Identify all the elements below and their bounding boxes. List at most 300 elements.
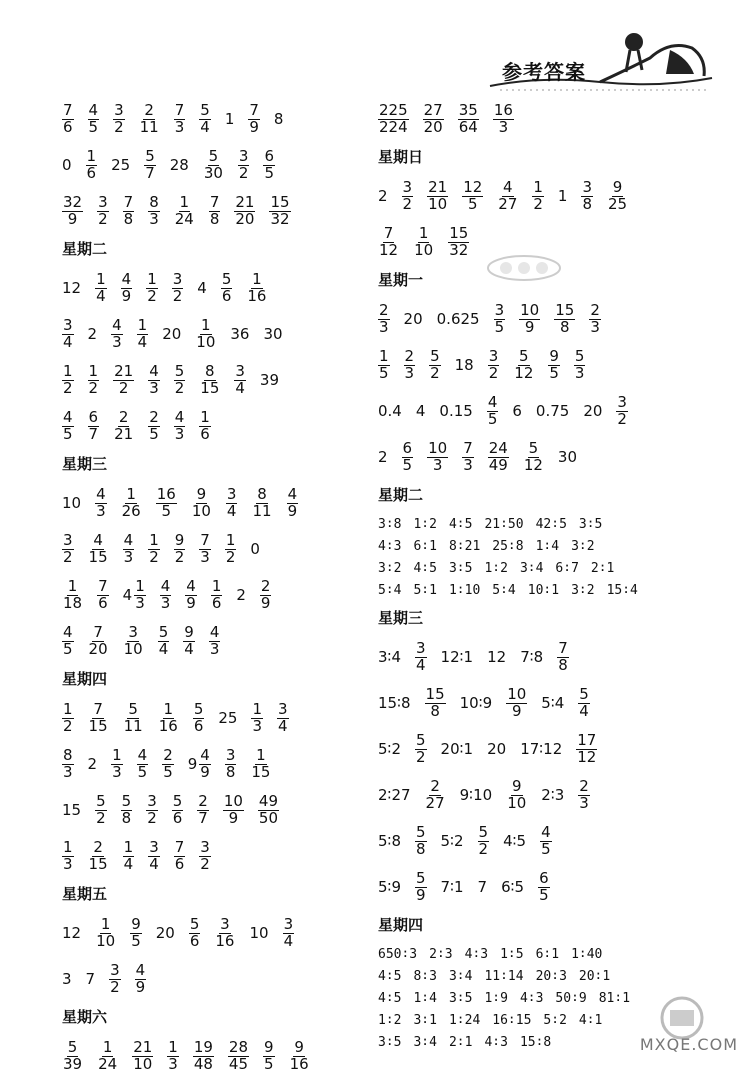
fraction xyxy=(62,745,74,781)
answer-value: 5∶2 xyxy=(378,740,401,758)
denominator: 4 xyxy=(200,117,210,136)
denominator: 3 xyxy=(112,762,122,781)
answer-value: 6∶1 xyxy=(413,538,437,554)
denominator: 10 xyxy=(96,931,116,950)
fraction xyxy=(121,484,142,520)
fraction xyxy=(538,868,550,904)
fraction xyxy=(581,177,593,213)
fraction xyxy=(123,530,135,566)
fraction xyxy=(258,791,279,827)
fraction xyxy=(506,684,527,720)
answer-value: 2 xyxy=(378,448,388,466)
numerator: 7 xyxy=(174,837,185,856)
answer-value: 5∶4 xyxy=(378,582,402,598)
numerator: 3 xyxy=(494,300,505,319)
fraction xyxy=(62,622,74,658)
answer-row xyxy=(378,581,708,599)
fraction xyxy=(462,177,483,213)
denominator: 3 xyxy=(498,117,509,136)
numerator: 9 xyxy=(549,346,559,365)
fraction xyxy=(111,745,123,781)
denominator: 9 xyxy=(67,209,78,228)
denominator: 24 xyxy=(174,209,194,228)
denominator: 18 xyxy=(63,593,83,612)
fraction xyxy=(578,776,590,812)
answer-value: 4∶3 xyxy=(378,538,402,554)
denominator: 7 xyxy=(198,808,208,827)
fraction xyxy=(607,177,628,213)
answer-row xyxy=(378,100,708,138)
fraction xyxy=(493,100,514,136)
numerator: 8 xyxy=(149,192,159,211)
denominator: 4 xyxy=(235,378,245,397)
answer-row xyxy=(378,868,708,906)
denominator: 6 xyxy=(200,424,210,443)
numerator: 4 xyxy=(149,361,159,380)
numerator: 5 xyxy=(200,100,210,119)
fraction xyxy=(199,745,211,781)
denominator: 21 xyxy=(114,424,134,443)
denominator: 3 xyxy=(174,117,185,136)
answer-value: 1∶9 xyxy=(484,990,508,1006)
numerator: 21 xyxy=(114,361,134,380)
answer-value: 1∶10 xyxy=(448,582,481,598)
answer-row xyxy=(62,530,362,568)
fraction xyxy=(88,100,100,136)
denominator: 3 xyxy=(209,639,220,658)
numerator: 1 xyxy=(102,1037,113,1056)
denominator: 15 xyxy=(88,716,108,735)
denominator: 20 xyxy=(88,639,108,658)
denominator: 3 xyxy=(112,332,122,351)
denominator: 49 xyxy=(488,455,508,474)
answer-value: 1∶5 xyxy=(500,946,524,962)
denominator: 11 xyxy=(252,501,272,520)
section-title: 星期日 xyxy=(378,148,424,166)
denominator: 45 xyxy=(228,1054,249,1073)
denominator: 2 xyxy=(238,163,249,182)
answer-value: 39 xyxy=(259,371,280,389)
answer-value: 20 xyxy=(162,325,182,343)
numerator: 1 xyxy=(201,315,211,334)
answer-value: 8 xyxy=(273,110,284,128)
denominator: 27 xyxy=(498,194,518,213)
fraction xyxy=(123,622,144,658)
answer-value: 1∶4 xyxy=(535,538,560,554)
fraction xyxy=(137,745,149,781)
answer-value: 5∶8 xyxy=(378,832,401,850)
answer-value: 21∶50 xyxy=(484,516,524,532)
fraction xyxy=(427,177,448,213)
denominator: 2 xyxy=(200,854,210,873)
answer-value: 3∶2 xyxy=(378,560,402,576)
numerator: 4 xyxy=(88,100,99,119)
fraction xyxy=(62,699,74,735)
answer-value: 4∶5 xyxy=(413,560,437,576)
fraction xyxy=(226,484,238,520)
numerator: 7 xyxy=(209,192,220,211)
answer-value: 9∶10 xyxy=(459,786,493,804)
denominator: 5 xyxy=(264,163,275,182)
numerator: 5 xyxy=(208,146,219,165)
fraction xyxy=(113,100,125,136)
watermark xyxy=(622,990,742,1060)
numerator: 2 xyxy=(149,407,159,426)
denominator: 8 xyxy=(558,655,568,674)
fraction xyxy=(174,192,195,228)
fraction xyxy=(557,638,569,674)
denominator: 2 xyxy=(172,286,183,305)
denominator: 2 xyxy=(488,363,499,382)
answer-section xyxy=(62,668,362,875)
denominator: 6 xyxy=(98,593,108,612)
answer-value: 3∶2 xyxy=(571,582,595,598)
fraction xyxy=(211,576,223,612)
numerator: 7 xyxy=(93,622,103,641)
fraction xyxy=(260,576,272,612)
answer-row xyxy=(62,484,362,522)
answer-value: 81∶1 xyxy=(598,990,631,1006)
fraction xyxy=(144,146,156,182)
fraction xyxy=(209,192,221,228)
answer-value: 10∶9 xyxy=(459,694,493,712)
denominator: 11 xyxy=(139,117,159,136)
fraction xyxy=(415,730,427,766)
answer-value: 7 xyxy=(477,878,488,896)
fraction xyxy=(487,392,499,428)
numerator: 225 xyxy=(379,100,408,119)
denominator: 5 xyxy=(149,424,159,443)
numerator: 5 xyxy=(416,730,426,749)
numerator: 5 xyxy=(121,791,132,810)
answer-value: 4∶3 xyxy=(464,946,489,962)
answer-value: 0 xyxy=(250,540,260,558)
answer-value: 2 xyxy=(87,325,98,343)
stamp-seal-icon xyxy=(484,253,564,283)
denominator: 9 xyxy=(249,117,259,136)
denominator: 9 xyxy=(511,701,522,720)
answer-value: 6 xyxy=(512,402,522,420)
fraction xyxy=(158,699,179,735)
fraction xyxy=(88,699,109,735)
numerator: 1 xyxy=(252,269,262,288)
whole-part: 9 xyxy=(187,755,198,773)
section-title: 星期一 xyxy=(378,271,424,289)
numerator: 7 xyxy=(123,192,134,211)
fraction xyxy=(62,530,74,566)
denominator: 2 xyxy=(174,378,185,397)
answer-value: 20∶3 xyxy=(535,968,567,984)
answer-row xyxy=(378,300,708,338)
fraction xyxy=(238,146,250,182)
numerator: 3 xyxy=(149,837,159,856)
answer-value: 16∶15 xyxy=(492,1012,532,1028)
fraction xyxy=(148,407,160,443)
numerator: 4 xyxy=(121,269,132,288)
denominator: 30 xyxy=(203,163,223,182)
fraction xyxy=(174,530,186,566)
numerator: 5 xyxy=(67,1037,78,1056)
fraction xyxy=(113,407,134,443)
numerator: 3 xyxy=(220,914,230,933)
denominator: 27 xyxy=(425,793,445,812)
numerator: 17 xyxy=(577,730,597,749)
answer-section xyxy=(378,269,708,476)
answer-value: 12 xyxy=(62,924,82,942)
denominator: 8 xyxy=(225,762,236,781)
answer-value: 25 xyxy=(218,709,238,727)
answer-row xyxy=(62,192,362,230)
answer-row xyxy=(378,559,708,577)
answer-value: 4∶5 xyxy=(378,990,402,1006)
fraction xyxy=(402,177,414,213)
page-title: 参考答案 xyxy=(502,60,586,84)
numerator: 32 xyxy=(63,192,83,211)
answer-value: 5∶4 xyxy=(541,694,565,712)
fraction xyxy=(97,192,109,228)
fraction xyxy=(494,300,506,336)
denominator: 3 xyxy=(149,378,159,397)
numerator: 2 xyxy=(379,300,389,319)
numerator: 7 xyxy=(63,100,73,119)
numerator: 5 xyxy=(478,822,489,841)
fraction xyxy=(228,1037,249,1073)
denominator: 6 xyxy=(211,593,222,612)
numerator: 6 xyxy=(264,146,275,165)
answer-value: 0.15 xyxy=(439,402,473,420)
numerator: 1 xyxy=(256,745,266,764)
denominator: 2 xyxy=(63,716,73,735)
fraction xyxy=(263,1037,275,1073)
section-title: 星期二 xyxy=(62,240,108,258)
numerator: 2 xyxy=(260,576,271,595)
denominator: 2 xyxy=(478,839,489,858)
numerator: 3 xyxy=(416,638,426,657)
section-title: 星期四 xyxy=(378,916,424,934)
fraction xyxy=(251,699,263,735)
answer-value: 17∶12 xyxy=(520,740,563,758)
denominator: 4 xyxy=(63,332,73,351)
denominator: 11 xyxy=(123,716,143,735)
answer-value: 4∶3 xyxy=(519,990,544,1006)
denominator: 2 xyxy=(147,808,157,827)
denominator: 2 xyxy=(147,286,157,305)
denominator: 3 xyxy=(252,716,263,735)
answer-section xyxy=(378,607,708,906)
answer-value: 5∶2 xyxy=(543,1012,567,1028)
answer-value: 12 xyxy=(62,279,82,297)
fraction xyxy=(478,822,490,858)
fraction xyxy=(95,484,107,520)
numerator: 7 xyxy=(174,100,185,119)
fraction xyxy=(540,822,552,858)
fraction xyxy=(497,177,518,213)
numerator: 4 xyxy=(541,822,551,841)
answer-section xyxy=(378,100,708,138)
fraction xyxy=(62,361,74,397)
answer-value: 4∶5 xyxy=(448,516,473,532)
answer-value: 3∶5 xyxy=(448,990,473,1006)
numerator: 1 xyxy=(126,484,136,503)
answer-value: 650∶3 xyxy=(378,946,418,962)
fraction xyxy=(378,346,390,382)
fraction xyxy=(574,346,586,382)
answer-value: 3∶2 xyxy=(571,538,595,554)
fraction xyxy=(62,837,74,873)
numerator: 4 xyxy=(135,960,146,979)
answer-row xyxy=(62,791,362,829)
fraction xyxy=(554,300,575,336)
denominator: 3 xyxy=(63,762,73,781)
numerator: 1 xyxy=(418,223,429,242)
answer-section xyxy=(378,146,708,261)
denominator: 3 xyxy=(149,209,159,228)
numerator: 8 xyxy=(63,745,73,764)
answer-row xyxy=(378,730,708,768)
answer-value: 4 xyxy=(415,402,426,420)
denominator: 5 xyxy=(163,762,173,781)
numerator: 4 xyxy=(63,407,73,426)
denominator: 4 xyxy=(158,639,169,658)
answer-value: 10 xyxy=(62,494,82,512)
denominator: 9 xyxy=(287,501,298,520)
answer-value: 18 xyxy=(454,356,474,374)
watermark-logo-icon xyxy=(622,990,742,1040)
numerator: 4 xyxy=(209,622,220,641)
denominator: 5 xyxy=(487,409,498,428)
denominator: 3 xyxy=(574,363,585,382)
numerator: 12 xyxy=(463,177,483,196)
fraction xyxy=(189,914,201,950)
denominator: 5 xyxy=(494,317,505,336)
numerator: 8 xyxy=(205,361,215,380)
numerator: 5 xyxy=(128,699,138,718)
numerator: 7 xyxy=(463,438,473,457)
fraction xyxy=(156,484,177,520)
answer-row xyxy=(378,967,708,985)
numerator: 6 xyxy=(88,407,99,426)
fraction xyxy=(160,576,172,612)
denominator: 2 xyxy=(110,977,120,996)
denominator: 4 xyxy=(96,286,106,305)
denominator: 5 xyxy=(402,455,413,474)
fraction xyxy=(123,699,144,735)
denominator: 8 xyxy=(582,194,593,213)
fraction xyxy=(199,361,220,397)
answer-value: 5∶2 xyxy=(440,832,464,850)
numerator: 49 xyxy=(258,791,279,810)
numerator: 8 xyxy=(257,484,267,503)
answer-value: 3∶1 xyxy=(413,1012,437,1028)
denominator: 16 xyxy=(215,931,235,950)
denominator: 224 xyxy=(379,117,408,136)
answer-value: 1∶2 xyxy=(413,516,437,532)
denominator: 2 xyxy=(88,378,99,397)
answer-value: 28 xyxy=(169,156,189,174)
answer-value: 11∶14 xyxy=(484,968,524,984)
answer-value: 1 xyxy=(224,110,235,128)
answer-row xyxy=(62,407,362,445)
fraction xyxy=(203,146,224,182)
fraction xyxy=(193,699,205,735)
fraction xyxy=(121,269,133,305)
denominator: 64 xyxy=(458,117,478,136)
numerator: 3 xyxy=(200,837,210,856)
numerator: 2 xyxy=(198,791,208,810)
answer-value: 1∶40 xyxy=(571,946,603,962)
answer-value: 7∶1 xyxy=(440,878,464,896)
numerator: 4 xyxy=(200,745,210,764)
fraction xyxy=(402,438,414,474)
numerator: 5 xyxy=(579,684,589,703)
answer-value: 30 xyxy=(263,325,283,343)
denominator: 8 xyxy=(560,317,570,336)
answer-value: 20 xyxy=(583,402,603,420)
answer-row xyxy=(62,914,362,952)
numerator: 5 xyxy=(416,868,426,887)
answer-row xyxy=(378,515,708,533)
numerator: 4 xyxy=(174,407,185,426)
numerator: 5 xyxy=(172,791,183,810)
answer-row xyxy=(378,684,708,722)
denominator: 3 xyxy=(168,1054,178,1073)
numerator: 5 xyxy=(193,699,204,718)
answer-row xyxy=(378,346,708,384)
denominator: 48 xyxy=(193,1054,213,1073)
denominator: 2 xyxy=(98,209,108,228)
fraction xyxy=(88,530,109,566)
denominator: 2 xyxy=(114,117,124,136)
fraction xyxy=(462,438,474,474)
fraction xyxy=(548,346,560,382)
fraction xyxy=(519,300,540,336)
numerator: 4 xyxy=(503,177,513,196)
answer-value: 20 xyxy=(403,310,423,328)
denominator: 10 xyxy=(507,793,527,812)
denominator: 16 xyxy=(158,716,178,735)
denominator: 5 xyxy=(88,117,99,136)
fraction xyxy=(589,300,601,336)
fraction xyxy=(423,100,444,136)
numerator: 10 xyxy=(507,684,527,703)
denominator: 10 xyxy=(196,332,216,351)
fraction xyxy=(269,192,290,228)
denominator: 8 xyxy=(209,209,220,228)
fraction xyxy=(132,1037,153,1073)
answer-value: 3∶5 xyxy=(578,516,603,532)
fraction xyxy=(415,638,427,674)
numerator: 3 xyxy=(235,361,245,380)
fraction xyxy=(97,576,109,612)
numerator: 3 xyxy=(488,346,499,365)
fraction xyxy=(134,576,146,612)
numerator: 6 xyxy=(539,868,549,887)
answer-row xyxy=(378,537,708,555)
answer-value: 4∶5 xyxy=(503,832,527,850)
fraction xyxy=(263,146,275,182)
denominator: 3 xyxy=(463,455,473,474)
fraction xyxy=(174,100,186,136)
numerator: 15 xyxy=(425,684,445,703)
answer-row xyxy=(378,776,708,814)
numerator: 3 xyxy=(147,791,157,810)
numerator: 9 xyxy=(264,1037,274,1056)
denominator: 20 xyxy=(423,117,443,136)
fraction xyxy=(139,100,160,136)
numerator: 3 xyxy=(98,192,108,211)
section-title: 星期三 xyxy=(62,455,108,473)
answer-value: 0.75 xyxy=(535,402,570,420)
